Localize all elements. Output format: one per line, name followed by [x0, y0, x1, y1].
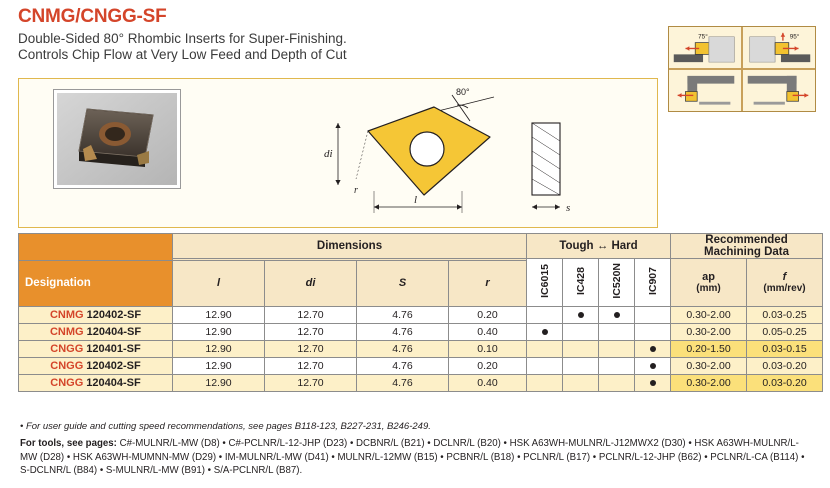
header-recommended-line2: Machining Data: [704, 246, 789, 258]
svg-text:l: l: [414, 194, 418, 206]
cell-l: 12.90: [173, 340, 265, 357]
cell-f: 0.03-0.20: [747, 357, 823, 374]
header-ap-unit: (mm): [696, 282, 721, 294]
header-f-unit: (mm/rev): [763, 282, 806, 294]
cell-grade-ic428: [563, 323, 599, 340]
cell-di: 12.70: [265, 357, 357, 374]
grade-dot: [650, 346, 656, 352]
header-dim-di: di: [265, 261, 357, 306]
svg-text:s: s: [566, 202, 571, 214]
tool-application-icon-grid: [668, 26, 816, 112]
designation-suffix: 120404-SF: [83, 325, 142, 338]
header-f-symbol: f: [782, 270, 787, 283]
cell-grade-ic6015: [527, 374, 563, 391]
cell-grade-ic520n: [599, 306, 635, 323]
spec-table-body: [19, 306, 823, 391]
footnote-tools-text: C#-MULNR/L-MW (D8) • C#-PCLNR/L-12-JHP (D23) • DCBNR/L (B21) • DCLNR/L (B20) • HSK A63WH-MULNR/L-J12MWX2 (D30) • HSK A63WH-MULNR/L-MW (D28) • HSK A63WH-MUMNN-MW (D29) • IM-MULNR/L-MW (D41) • MULNR/L-12MW (B15) • PCBNR/L (B18) • PCLNR/L (B17) • PCLNR/L-12-JHP (B62) • PCLNR/L-CA (B114) • S-DCLNR/L (B84) • S-MULNR/L-MW (B91) • S/A-PCLNR/L (B87).: [20, 438, 805, 476]
header-designation: Designation: [19, 261, 173, 306]
cell-designation: [19, 357, 173, 374]
grade-label-ic907: IC907: [646, 266, 659, 295]
page-subtitle-line2: Controls Chip Flow at Very Low Feed and Depth of Cut: [18, 47, 347, 62]
designation-suffix: 120402-SF: [83, 308, 142, 321]
spec-table-container: [18, 233, 812, 392]
cell-di: 12.70: [265, 306, 357, 323]
cell-ap: 0.30-2.00: [671, 374, 747, 391]
cell-r: 0.20: [449, 306, 527, 323]
designation-suffix: 120401-SF: [83, 342, 141, 355]
header-toughness: Tough ↔ Hard: [527, 234, 671, 259]
cell-s: 4.76: [357, 323, 449, 340]
cell-r: 0.10: [449, 340, 527, 357]
cell-l: 12.90: [173, 357, 265, 374]
table-row[interactable]: [19, 340, 823, 357]
cell-grade-ic428: [563, 357, 599, 374]
cell-grade-ic907: [635, 374, 671, 391]
cell-l: 12.90: [173, 374, 265, 391]
cell-grade-ic520n: [599, 323, 635, 340]
footnote-tools: [20, 437, 815, 478]
header-grade-ic6015: [527, 259, 563, 307]
cell-designation: [19, 340, 173, 357]
cell-di: 12.70: [265, 374, 357, 391]
tool-icon-boring-left: [669, 70, 741, 111]
cell-ap: 0.20-1.50: [671, 340, 747, 357]
cell-ap: 0.30-2.00: [671, 306, 747, 323]
cell-designation: [19, 306, 173, 323]
header-dimensions: Dimensions: [173, 234, 527, 259]
page-title: CNMG/CNGG-SF: [18, 6, 167, 27]
designation-prefix: CNGG: [50, 342, 84, 355]
header-grade-ic907: [635, 259, 671, 307]
grade-dot: [578, 312, 584, 318]
cell-r: 0.20: [449, 357, 527, 374]
cell-ap: 0.30-2.00: [671, 323, 747, 340]
cell-f: 0.03-0.20: [747, 374, 823, 391]
grade-dot: [650, 363, 656, 369]
cell-s: 4.76: [357, 340, 449, 357]
cell-f: 0.03-0.15: [747, 340, 823, 357]
insert-photo-image: [57, 93, 177, 185]
header-recommended-line1: Recommended: [705, 234, 788, 246]
cell-grade-ic6015: [527, 306, 563, 323]
cell-r: 0.40: [449, 374, 527, 391]
cell-grade-ic907: [635, 357, 671, 374]
header-dim-l: l: [173, 261, 265, 306]
header-ap-symbol: ap: [702, 270, 715, 283]
cell-di: 12.70: [265, 323, 357, 340]
footnote-user-guide: • For user guide and cutting speed recommendations, see pages B118-123, B227-231, B246-249.: [20, 421, 431, 432]
insert-dimension-diagram: [294, 83, 654, 225]
designation-prefix: CNMG: [49, 325, 84, 338]
header-dim-s: S: [357, 261, 449, 306]
tool-icon-95deg: [743, 27, 815, 68]
header-f: [747, 259, 823, 307]
cell-grade-ic907: [635, 323, 671, 340]
cell-grade-ic428: [563, 340, 599, 357]
cell-s: 4.76: [357, 357, 449, 374]
cell-di: 12.70: [265, 340, 357, 357]
page-header: [18, 6, 658, 63]
cell-l: 12.90: [173, 306, 265, 323]
cell-grade-ic6015: [527, 340, 563, 357]
svg-text:di: di: [324, 148, 333, 160]
cell-grade-ic907: [635, 306, 671, 323]
grade-dot: [650, 380, 656, 386]
header-recommended: [671, 234, 823, 259]
svg-text:80°: 80°: [456, 87, 470, 97]
cell-s: 4.76: [357, 306, 449, 323]
cell-grade-ic520n: [599, 374, 635, 391]
cell-grade-ic428: [563, 374, 599, 391]
tool-icon-boring-right: [743, 70, 815, 111]
header-dim-r: r: [449, 261, 527, 306]
designation-prefix: CNMG: [49, 308, 84, 321]
grade-dot: [614, 312, 620, 318]
header-grade-ic428: [563, 259, 599, 307]
page-subtitle-line1: Double-Sided 80° Rhombic Inserts for Super-Finishing.: [18, 31, 347, 46]
grade-label-ic428: IC428: [574, 266, 587, 295]
insert-photo-svg: [57, 93, 177, 185]
cell-grade-ic907: [635, 340, 671, 357]
svg-text:r: r: [354, 185, 358, 196]
header-ap: [671, 259, 747, 307]
cell-r: 0.40: [449, 323, 527, 340]
grade-label-ic6015: IC6015: [538, 263, 551, 298]
designation-prefix: CNGG: [50, 359, 84, 372]
designation-suffix: 120402-SF: [83, 359, 141, 372]
spec-table: [18, 233, 823, 392]
illustration-panel: [18, 78, 658, 228]
tool-icon-75deg: [669, 27, 741, 68]
grade-label-ic520n: IC520N: [610, 263, 623, 299]
table-row[interactable]: [19, 357, 823, 374]
cell-l: 12.90: [173, 323, 265, 340]
designation-suffix: 120404-SF: [83, 376, 141, 389]
cell-s: 4.76: [357, 374, 449, 391]
cell-designation: [19, 374, 173, 391]
cell-f: 0.03-0.25: [747, 306, 823, 323]
cell-grade-ic428: [563, 306, 599, 323]
svg-text:95°: 95°: [789, 33, 800, 41]
cell-grade-ic6015: [527, 323, 563, 340]
cell-f: 0.05-0.25: [747, 323, 823, 340]
svg-text:75°: 75°: [698, 33, 708, 41]
header-grade-ic520n: [599, 259, 635, 307]
table-row[interactable]: [19, 374, 823, 391]
cell-designation: [19, 323, 173, 340]
cell-grade-ic6015: [527, 357, 563, 374]
cell-grade-ic520n: [599, 357, 635, 374]
insert-photo: [53, 89, 181, 189]
cell-grade-ic520n: [599, 340, 635, 357]
grade-dot: [542, 329, 548, 335]
cell-ap: 0.30-2.00: [671, 357, 747, 374]
designation-prefix: CNGG: [50, 376, 84, 389]
table-row[interactable]: [19, 306, 823, 323]
table-row[interactable]: [19, 323, 823, 340]
footnote-tools-label: For tools, see pages:: [20, 438, 117, 449]
